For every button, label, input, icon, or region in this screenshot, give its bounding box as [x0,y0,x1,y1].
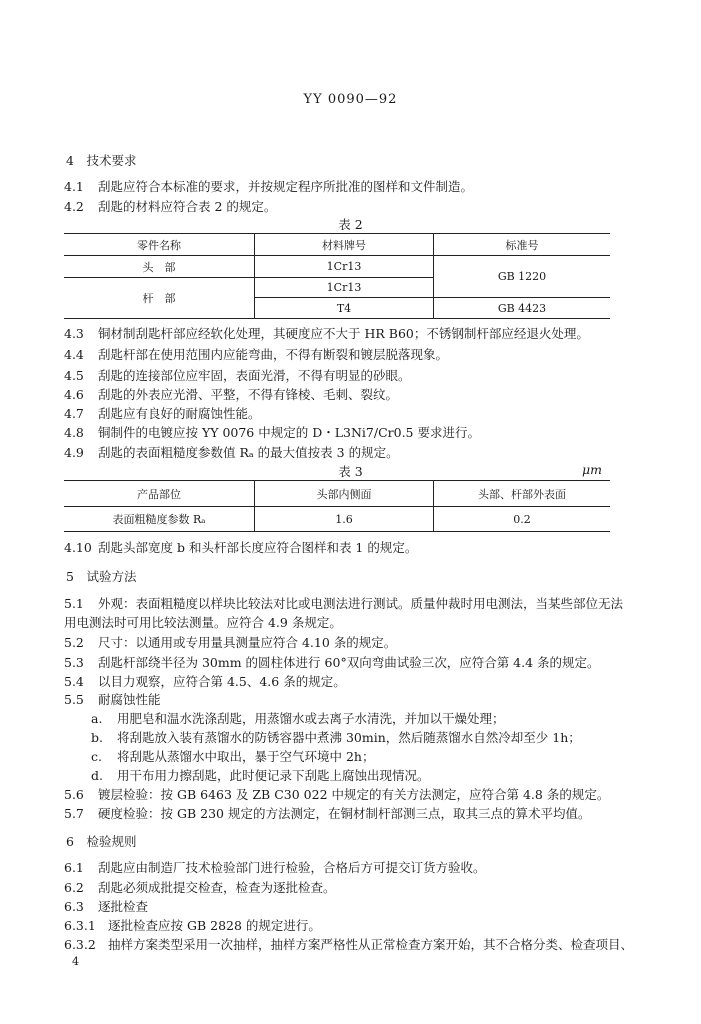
clause-number: 4.8 [64,425,84,440]
clause-number: 6.3 [64,899,84,914]
table-cell: GB 1220 [434,256,611,298]
clause-5-5 [64,690,161,708]
clause-number: 5.4 [64,674,84,689]
clause-number: 4.3 [64,326,84,341]
table-header-cell: 头部、杆部外表面 [434,481,611,507]
clause-text: 逐批检查应按 GB 2828 的规定进行。 [108,918,321,933]
clause-6-3-1 [64,916,321,934]
clause-4-1 [64,177,473,195]
clause-4-3 [64,324,589,342]
clause-5-2 [64,633,396,651]
table-cell: 1Cr13 [255,278,434,298]
clause-number: 6.3.1 [64,918,96,933]
step-text: 将刮匙从蒸馏水中取出，暴于空气环境中 2h； [117,749,375,764]
table-header-cell: 产品部位 [64,481,255,507]
clause-6-2 [64,878,336,896]
step-text: 用肥皂和温水洗涤刮匙，用蒸馏水或去离子水清洗，并加以干燥处理； [117,711,505,726]
section-6-heading: 6 检验规则 [66,834,137,849]
clause-number: 5.3 [64,655,84,670]
clause-text: 刮匙的连接部位应牢固，表面光滑，不得有明显的砂眼。 [98,368,411,383]
table-cell: 0.2 [434,507,611,532]
step-mark: d. [91,768,103,783]
step-mark: a. [91,711,103,726]
table-header-cell: 零件名称 [64,234,255,256]
clause-6-3 [64,897,148,915]
clause-4-6 [64,385,398,403]
clause-text: 耐腐蚀性能 [98,692,161,707]
clause-6-1 [64,858,486,876]
clause-5-1 [64,594,623,612]
clause-number: 4.7 [64,406,84,421]
clause-number: 5.7 [64,806,84,821]
clause-4-4 [64,345,448,363]
table-3 [64,480,610,532]
step-mark: b. [91,730,103,745]
table-3-unit: μm [582,462,602,477]
clause-text: 外观：表面粗糙度以样块比较法对比或电测法进行测试。质量仲裁时用电测法，当某些部位无法 [98,596,624,611]
clause-5-7 [64,804,590,822]
clause-number: 4.1 [64,179,84,194]
clause-number: 4.2 [64,199,84,214]
clause-4-7 [64,404,261,422]
standard-code-header: YY 0090—92 [303,92,398,107]
step-mark: c. [91,749,102,764]
clause-text: 刮匙必须成批提交检查，检查为逐批检查。 [98,880,336,895]
clause-text: 尺寸：以通用或专用量具测量应符合 4.10 条的规定。 [98,635,397,650]
table-header-cell: 标准号 [434,234,611,256]
step-c [91,747,374,765]
clause-5-4 [64,672,346,690]
table-cell: 表面粗糙度参数 Rₐ [64,507,255,532]
clause-number: 4.4 [64,347,84,362]
clause-number: 4.6 [64,387,84,402]
step-text: 将刮匙放入装有蒸馏水的防锈容器中煮沸 30min，然后随蒸馏水自然冷却至少 1h； [117,730,581,745]
table-2-caption: 表 2 [338,217,363,232]
table-header-cell: 头部内侧面 [255,481,434,507]
clause-5-3 [64,653,600,671]
table-cell: 1.6 [255,507,434,532]
clause-6-3-2 [64,935,633,953]
clause-5-1-continued: 用电测法时可用比较法测量。应符合 4.9 条规定。 [64,615,342,630]
clause-number: 5.2 [64,635,84,650]
clause-text: 硬度检验：按 GB 230 规定的方法测定，在铜材制杆部测三点，取其三点的算术平均值。 [98,806,591,821]
clause-4-10 [64,538,417,556]
clause-number: 4.9 [64,445,84,460]
clause-5-6 [64,785,609,803]
table-cell: GB 4423 [434,298,611,319]
section-4-heading: 4 技术要求 [66,153,137,168]
clause-number: 6.3.2 [64,937,96,952]
clause-number: 5.6 [64,787,84,802]
clause-4-9 [64,443,399,461]
clause-number: 5.1 [64,596,84,611]
clause-text: 抽样方案类型采用一次抽样，抽样方案严格性从正常检查方案开始，其不合格分类、检查项目、 [108,937,634,952]
table-3-caption: 表 3 [338,464,363,479]
table-2 [64,233,610,319]
clause-text: 刮匙应由制造厂技术检验部门进行检验，合格后方可提交订货方验收。 [98,860,486,875]
table-cell: 1Cr13 [255,256,434,278]
clause-text: 刮匙应符合本标准的要求，并按规定程序所批准的图样和文件制造。 [98,179,474,194]
table-cell: T4 [255,298,434,319]
table-cell: 头 部 [64,256,255,278]
clause-text: 刮匙的表面粗糙度参数值 Rₐ 的最大值按表 3 的规定。 [98,445,399,460]
clause-number: 4.10 [64,540,92,555]
clause-text: 镀层检验：按 GB 6463 及 ZB C30 022 中规定的有关方法测定，应符合第 4.8 条的规定。 [98,787,610,802]
table-cell: 杆 部 [64,278,255,319]
clause-text: 刮匙的外表应光滑、平整，不得有锋棱、毛刺、裂纹。 [98,387,399,402]
clause-number: 6.2 [64,880,84,895]
clause-text: 以目力观察，应符合第 4.5、4.6 条的规定。 [98,674,346,689]
clause-4-8 [64,423,480,441]
clause-text: 铜制件的电镀应按 YY 0076 中规定的 D・L3Ni7/Cr0.5 要求进行。 [98,425,480,440]
clause-number: 6.1 [64,860,84,875]
clause-text: 刮匙杆部绕半径为 30mm 的圆柱体进行 60°双向弯曲试验三次，应符合第 4.4 条的规定。 [98,655,600,670]
step-text: 用干布用力擦刮匙，此时便记录下刮匙上腐蚀出现情况。 [117,768,430,783]
clause-text: 铜材制刮匙杆部应经软化处理，其硬度应不大于 HR B60；不锈钢制杆部应经退火处理。 [98,326,589,341]
clause-number: 5.5 [64,692,84,707]
clause-text: 刮匙杆部在使用范围内应能弯曲，不得有断裂和镀层脱落现象。 [98,347,449,362]
clause-4-5 [64,366,411,384]
clause-text: 刮匙的材料应符合表 2 的规定。 [98,199,277,214]
section-5-heading: 5 试验方法 [66,569,137,584]
step-a [91,709,505,727]
table-header-cell: 材料牌号 [255,234,434,256]
clause-4-2 [64,197,276,215]
clause-text: 刮匙应有良好的耐腐蚀性能。 [98,406,261,421]
clause-number: 4.5 [64,368,84,383]
step-d [91,766,430,784]
step-b [91,728,581,746]
clause-text: 刮匙头部宽度 b 和头杆部长度应符合图样和表 1 的规定。 [98,540,418,555]
clause-text: 逐批检查 [98,899,149,914]
page-number: 4 [72,955,79,968]
